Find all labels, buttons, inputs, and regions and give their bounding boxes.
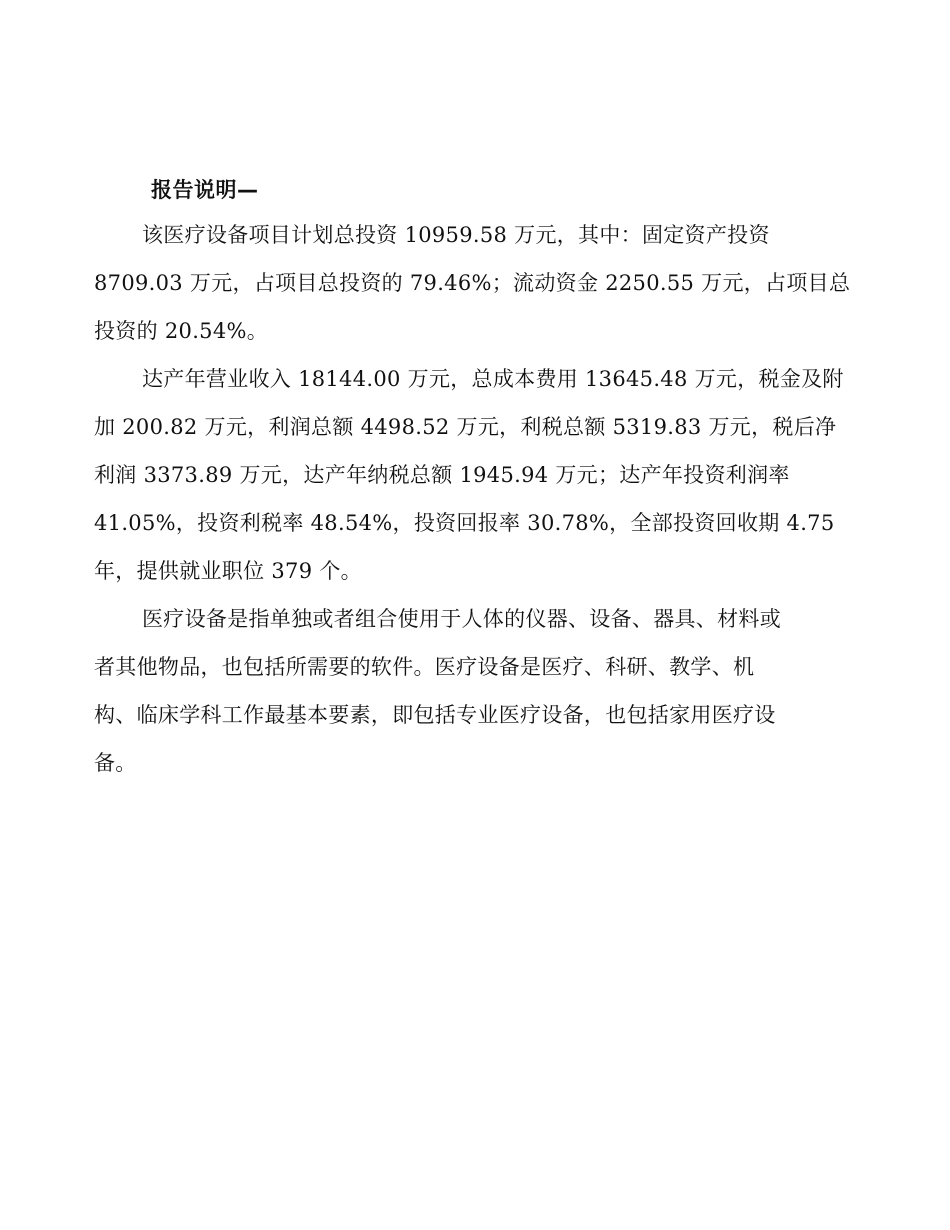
paragraph-1-line-3: 投资的 20.54%。 (94, 319, 269, 343)
paragraph-1-line-1: 该医疗设备项目计划总投资 10959.58 万元，其中：固定资产投资 (142, 223, 770, 247)
paragraph-3-line-1: 医疗设备是指单独或者组合使用于人体的仪器、设备、器具、材料或 (142, 607, 781, 631)
paragraph-2-line-1: 达产年营业收入 18144.00 万元，总成本费用 13645.48 万元，税金及附 (142, 367, 844, 391)
paragraph-2-line-3: 利润 3373.89 万元，达产年纳税总额 1945.94 万元；达产年投资利润率 (94, 463, 790, 487)
paragraph-2-line-2: 加 200.82 万元，利润总额 4498.52 万元，利税总额 5319.83 万元，税后净 (94, 415, 837, 439)
paragraph-2-line-5: 年，提供就业职位 379 个。 (94, 559, 362, 583)
paragraph-3-line-2: 者其他物品，也包括所需要的软件。医疗设备是医疗、科研、教学、机 (94, 655, 755, 679)
section-heading: 报告说明— (151, 178, 259, 202)
paragraph-1-line-2: 8709.03 万元，占项目总投资的 79.46%；流动资金 2250.55 万元，占项目总 (94, 271, 851, 295)
document-body (94, 211, 864, 787)
paragraph-3-line-3: 构、临床学科工作最基本要素，即包括专业医疗设备，也包括家用医疗设 (94, 703, 776, 727)
paragraph-2-line-4: 41.05%，投资利税率 48.54%，投资回报率 30.78%，全部投资回收期 4.75 (94, 511, 835, 535)
paragraph-3-line-4: 备。 (94, 751, 137, 775)
